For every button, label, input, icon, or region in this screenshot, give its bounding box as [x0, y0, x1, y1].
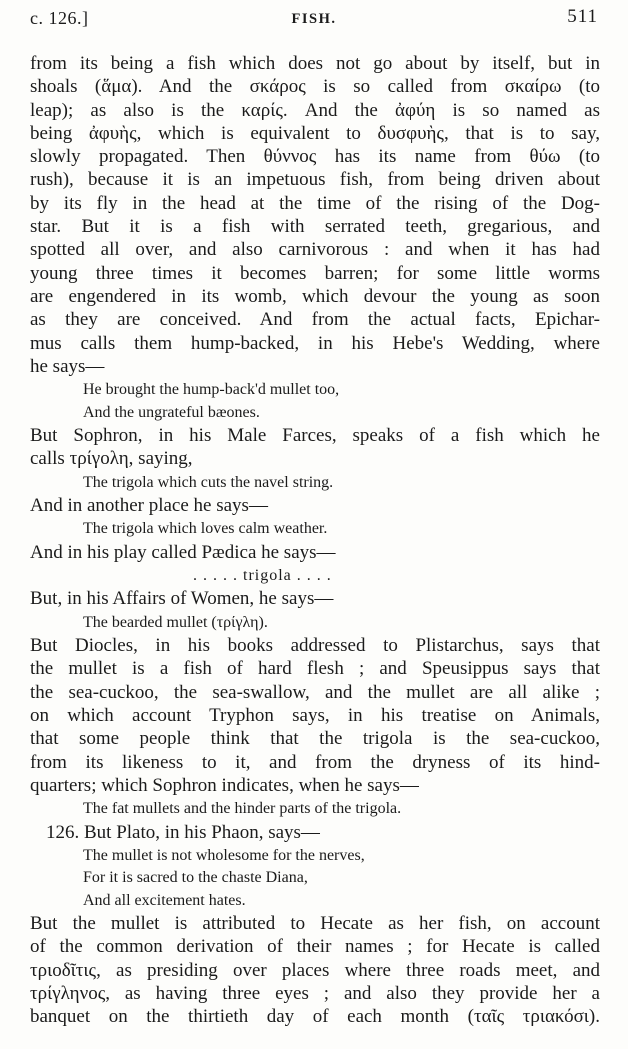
text-line: But the mullet is attributed to Hecate as her fish, on account	[30, 913, 600, 935]
text-line: from its being a fish which does not go about by itself, but in	[30, 53, 600, 74]
text-line: being ἀφυὴς, which is equivalent to δυσφυὴς, that is to say,	[30, 122, 600, 144]
verse-quote-line: The trigola which cuts the navel string.	[83, 473, 334, 491]
text-line: leap); as also is the καρίς. And the ἀφύη is so named as	[30, 99, 600, 121]
text-line: 126. But Plato, in his Phaon, says—	[46, 821, 320, 843]
chapter-reference: c. 126.]	[30, 8, 89, 28]
verse-quote-line: The mullet is not wholesome for the nerves,	[83, 846, 365, 864]
text-line: young three times it becomes barren; for some little worms	[30, 262, 600, 284]
text-line: of the common derivation of their names ; for Hecate is called	[30, 936, 600, 958]
page-header	[0, 0, 628, 39]
running-title: FISH.	[291, 11, 337, 27]
text-line: by its fly in the head at the time of the rising of the Dog-	[30, 192, 600, 214]
text-line: he says—	[30, 355, 105, 377]
verse-quote-line: And all excitement hates.	[83, 891, 246, 909]
verse-quote-line: For it is sacred to the chaste Diana,	[83, 869, 308, 887]
verse-quote-line: And the ungrateful bæones.	[83, 403, 260, 421]
verse-quote-line: The bearded mullet (τρίγλη).	[83, 613, 268, 631]
verse-quote-line: The trigola which loves calm weather.	[83, 520, 328, 538]
text-line: τρίγληνος, as having three eyes ; and also they provide her a	[30, 982, 600, 1004]
verse-quote-line: He brought the hump-back'd mullet too,	[83, 381, 340, 399]
text-line: calls τρίγολη, saying,	[30, 448, 193, 470]
page-number: 511	[567, 6, 598, 27]
page-body	[0, 39, 628, 1029]
text-line: spotted all over, and also carnivorous : and when it has had	[30, 239, 600, 261]
text-line: But, in his Affairs of Women, he says—	[30, 588, 334, 610]
verse-quote-line: . . . . . trigola . . . .	[193, 566, 332, 584]
text-line: And in another place he says—	[30, 494, 268, 516]
text-line: the mullet is a fish of hard flesh ; and Speusippus says that	[30, 658, 600, 680]
text-line: mus calls them hump-backed, in his Hebe's Wedding, where	[30, 332, 600, 354]
text-line: the sea-cuckoo, the sea-swallow, and the mullet are all alike ;	[30, 681, 600, 703]
text-line: But Diocles, in his books addressed to Plistarchus, says that	[30, 635, 600, 657]
text-line: And in his play called Pædica he says—	[30, 541, 336, 563]
text-line: as they are conceived. And from the actual facts, Epichar-	[30, 309, 600, 331]
text-line: are engendered in its womb, which devour the young as soon	[30, 285, 600, 307]
text-line: shoals (ἅμα). And the σκάρος is so called from σκαίρω (to	[30, 76, 600, 98]
text-line: star. But it is a fish with serrated teeth, gregarious, and	[30, 216, 600, 238]
text-line: But Sophron, in his Male Farces, speaks of a fish which he	[30, 424, 600, 446]
text-line: rush), because it is an impetuous fish, from being driven about	[30, 169, 600, 191]
text-line: τριοδῖτις, as presiding over places where three roads meet, and	[30, 959, 600, 981]
text-line: that some people think that the trigola is the sea-cuckoo,	[30, 728, 600, 750]
text-line: on which account Tryphon says, in his treatise on Animals,	[30, 704, 600, 726]
verse-quote-line: The fat mullets and the hinder parts of the trigola.	[83, 800, 402, 818]
text-line: slowly propagated. Then θύννος has its name from θύω (to	[30, 146, 600, 168]
text-line: quarters; which Sophron indicates, when he says—	[30, 774, 419, 796]
text-line: from its likeness to it, and from the dryness of its hind-	[30, 751, 600, 773]
text-line: banquet on the thirtieth day of each month (ταῖς τριακόσι).	[30, 1006, 600, 1028]
